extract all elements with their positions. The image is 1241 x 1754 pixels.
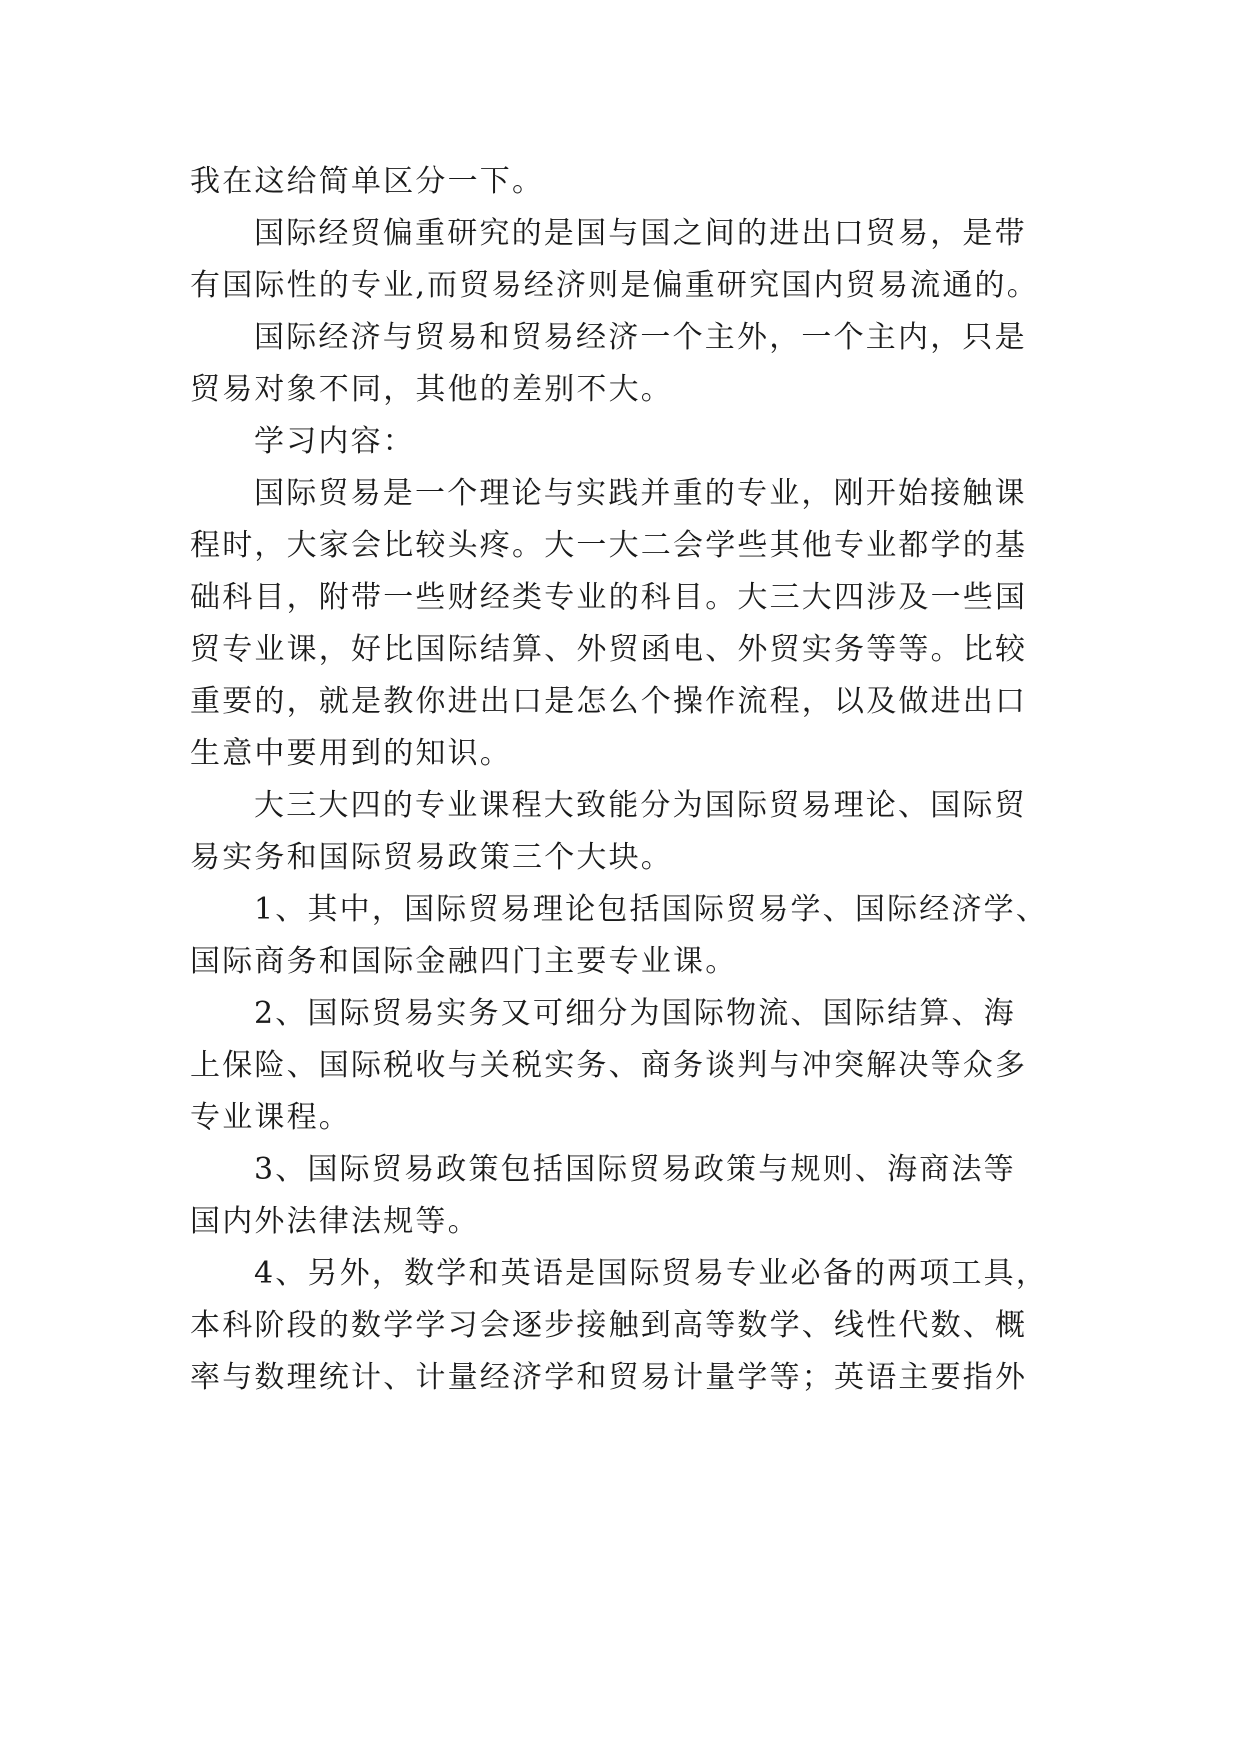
text-line: 生意中要用到的知识。 — [190, 736, 512, 771]
document-body — [190, 156, 1080, 1404]
text-line: 1、其中，国际贸易理论包括国际贸易学、国际经济学、 — [254, 892, 1049, 927]
text-line: 4、另外，数学和英语是国际贸易专业必备的两项工具， — [254, 1256, 1049, 1291]
text-line: 我在这给简单区分一下。 — [190, 164, 545, 199]
text-line: 础科目，附带一些财经类专业的科目。大三大四涉及一些国 — [190, 580, 1028, 615]
text-line: 国际经济与贸易和贸易经济一个主外，一个主内，只是 — [254, 320, 1027, 355]
text-line: 贸易对象不同，其他的差别不大。 — [190, 372, 673, 407]
text-line: 程时，大家会比较头疼。大一大二会学些其他专业都学的基 — [190, 528, 1028, 563]
text-line: 2、国际贸易实务又可细分为国际物流、国际结算、海 — [254, 996, 1016, 1031]
text-line: 重要的，就是教你进出口是怎么个操作流程，以及做进出口 — [190, 684, 1028, 719]
text-line: 率与数理统计、计量经济学和贸易计量学等；英语主要指外 — [190, 1360, 1028, 1395]
text-line: 有国际性的专业,而贸易经济则是偏重研究国内贸易流通的。 — [190, 268, 1039, 303]
text-line: 本科阶段的数学学习会逐步接触到高等数学、线性代数、概 — [190, 1308, 1028, 1343]
text-line: 贸专业课，好比国际结算、外贸函电、外贸实务等等。比较 — [190, 632, 1028, 667]
text-line: 学习内容： — [254, 424, 415, 459]
text-line: 上保险、国际税收与关税实务、商务谈判与冲突解决等众多 — [190, 1048, 1028, 1083]
text-line: 3、国际贸易政策包括国际贸易政策与规则、海商法等 — [254, 1152, 1016, 1187]
text-line: 国际经贸偏重研究的是国与国之间的进出口贸易，是带 — [254, 216, 1027, 251]
text-line: 国际商务和国际金融四门主要专业课。 — [190, 944, 738, 979]
text-line: 易实务和国际贸易政策三个大块。 — [190, 840, 673, 875]
text-line: 国际贸易是一个理论与实践并重的专业，刚开始接触课 — [254, 476, 1027, 511]
text-line: 大三大四的专业课程大致能分为国际贸易理论、国际贸 — [254, 788, 1027, 823]
text-line: 国内外法律法规等。 — [190, 1204, 480, 1239]
text-line: 专业课程。 — [190, 1100, 351, 1135]
